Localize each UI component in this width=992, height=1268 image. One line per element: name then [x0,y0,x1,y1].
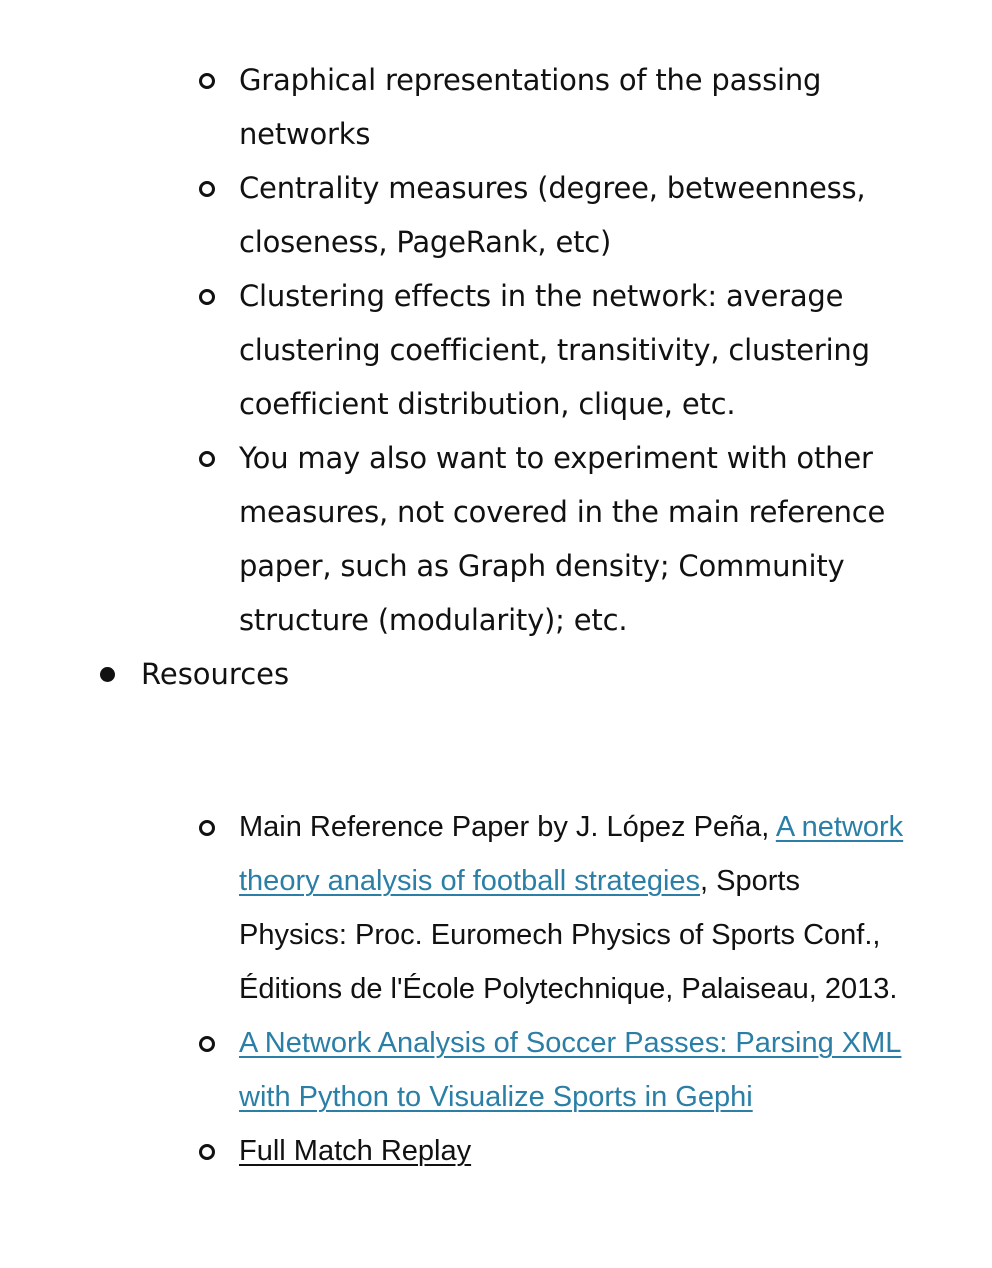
measures-list [0,53,992,647]
hollow-bullet-icon [199,1144,215,1160]
list-item [0,800,992,1016]
filled-bullet-icon [100,667,115,682]
list-item [0,1124,992,1178]
list-item [0,53,992,161]
reference-suffix: , Sports Physics: Proc. Euromech Physics of Sports Conf., Éditions de l'École Polytechnique, Palaiseau, 2013. [239,865,898,1005]
hollow-bullet-icon [199,181,215,197]
reference-paper-link[interactable]: A network theory analysis of football strategies [239,811,904,897]
resources-list [0,800,992,1178]
list-item-text: Graphical representations of the passing networks [239,63,822,151]
hollow-bullet-icon [199,820,215,836]
resources-heading: Resources [141,657,290,691]
hollow-bullet-icon [199,73,215,89]
hollow-bullet-icon [199,451,215,467]
list-item [0,269,992,431]
list-item [0,1016,992,1124]
resources-item [0,647,289,701]
list-item-text: Clustering effects in the network: average clustering coefficient, transitivity, clustering coefficient distribution, clique, etc. [239,279,870,421]
reference-prefix: Main Reference Paper by J. López Peña, [239,811,776,843]
full-match-replay-link[interactable]: Full Match Replay [239,1135,472,1167]
list-item-text: You may also want to experiment with other measures, not covered in the main reference paper, such as Graph density; Community structure (modularity); etc. [239,441,886,637]
list-item [0,161,992,269]
hollow-bullet-icon [199,289,215,305]
list-item [0,431,992,647]
hollow-bullet-icon [199,1036,215,1052]
list-item-text: Centrality measures (degree, betweenness, closeness, PageRank, etc) [239,171,866,259]
soccer-passes-article-link[interactable]: A Network Analysis of Soccer Passes: Parsing XML with Python to Visualize Sports in Gephi [239,1027,902,1113]
